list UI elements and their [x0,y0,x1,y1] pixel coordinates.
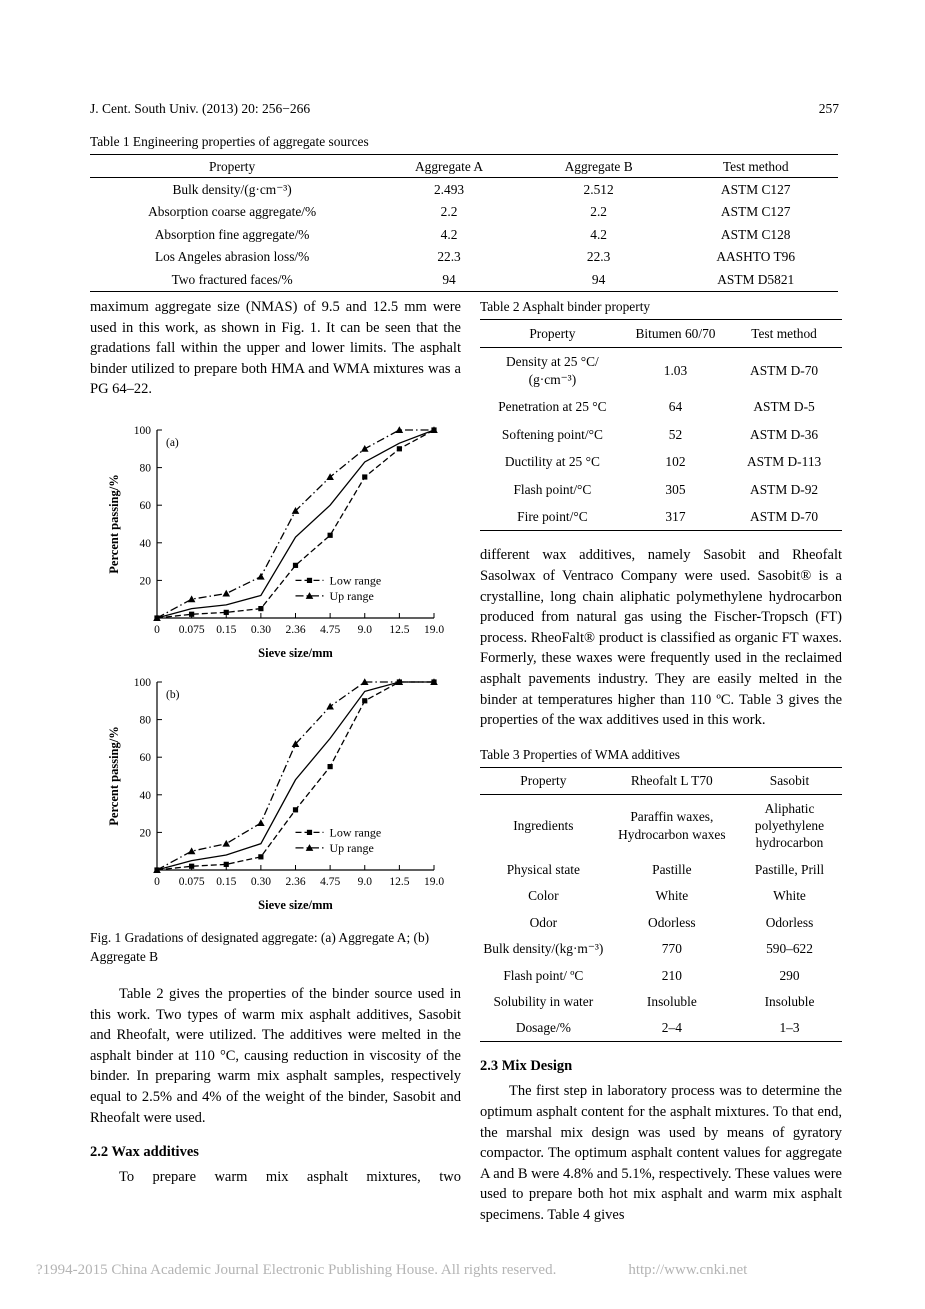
table-cell: ASTM D-70 [750,363,819,379]
table3 [480,767,842,1043]
gradation-chart-b [103,670,448,916]
table-cell: 2.2 [590,204,607,220]
svg-text:Sieve size/mm: Sieve size/mm [258,897,333,912]
table-cell: Pastille, Prill [754,861,825,877]
table-cell: ASTM D-113 [746,454,822,470]
table-row [480,856,842,882]
section-heading-2-3: 2.3 Mix Design [480,1058,573,1075]
svg-text:Percent passing/%: Percent passing/% [107,726,121,826]
table-row [480,503,842,531]
table-cell: ASTM D-92 [750,481,819,497]
figure-1-caption: Fig. 1 Gradations of designated aggregate: (a) Aggregate A; (b) Aggregate B [90,929,430,964]
figure-1 [90,418,461,966]
table-row [480,883,842,909]
table-cell: Insoluble [646,994,697,1010]
svg-text:(a): (a) [166,436,179,449]
gradation-chart-a [103,418,448,664]
table-cell: ASTM C127 [720,204,791,220]
table-cell: 1–3 [779,1020,800,1036]
svg-text:2.36: 2.36 [285,875,306,888]
svg-text:40: 40 [139,537,151,550]
table-cell: Penetration at 25 °C [498,399,607,415]
table-cell: Physical state [506,861,580,877]
table-cell: Ingredients [513,818,574,834]
svg-text:2.36: 2.36 [285,623,306,636]
paragraph: maximum aggregate size (NMAS) of 9.5 and 12.5 mm were used in this work, as shown in Fig. 1. It can be seen that the gradations fall within the upper and lower limits. The asphalt binder utilized to prepare both HMA and WMA mixtures was a PG 64–22. [90,299,461,398]
svg-text:60: 60 [139,500,151,513]
column-header: Sasobit [769,773,810,789]
table1-caption: Table 1 Engineering properties of aggregate sources [90,134,369,149]
svg-text:Sieve size/mm: Sieve size/mm [258,645,333,660]
table-row [90,178,838,201]
table-cell: Aliphatic polyethylene hydrocarbon [754,800,825,851]
table-cell: Color [528,888,559,904]
svg-text:0.15: 0.15 [216,875,237,888]
column-header: Aggregate B [564,158,633,174]
column-header: Test method [751,326,817,341]
table-cell: ASTM D-5 [753,399,815,415]
table-cell: 290 [779,967,800,983]
paragraph: Table 2 gives the properties of the binder source used in this work. Two types of warm mix asphalt additives, Sasobit and Rheofalt, were utilized. The additives were melted in the asphalt binder at 110 °C, causing reduction in viscosity of the binder. In preparing warm mix asphalt samples, respectively equal to 2.5% and 4% of the weight of the binder, Sasobit and Rheofalt were used. [90,985,461,1126]
page-number: 257 [818,101,839,116]
table-cell: White [655,888,689,904]
table-cell: 590–622 [766,941,813,957]
svg-text:0: 0 [154,875,160,888]
table-cell: Absorption fine aggregate/% [154,226,310,242]
svg-text:0: 0 [154,623,160,636]
page-header [90,101,839,117]
svg-text:0.15: 0.15 [216,623,237,636]
svg-text:Up range: Up range [329,840,374,855]
table-cell: Los Angeles abrasion loss/% [154,249,310,265]
table-row [480,936,842,962]
table2 [480,319,842,531]
table1 [90,154,838,292]
svg-text:20: 20 [139,575,151,588]
table-cell: 2–4 [661,1020,682,1036]
table1-block [90,134,838,292]
table-cell: Odor [529,914,558,930]
page-footer [36,1262,895,1279]
table-cell: 94 [442,271,456,287]
table3-caption: Table 3 Properties of WMA additives [480,746,681,762]
column-header: Test method [722,158,789,174]
table-row [480,989,842,1015]
table-row [90,268,838,291]
table3-block [480,747,842,1043]
svg-text:0.30: 0.30 [250,623,271,636]
svg-text:60: 60 [139,752,151,765]
svg-text:40: 40 [139,789,151,802]
table-row [90,223,838,245]
table-cell: Flash point/°C [513,481,592,497]
cnki-url: http://www.cnki.net [628,1262,748,1278]
table-cell: Pastille [652,861,692,877]
table-row [480,909,842,935]
table-cell: 22.3 [437,249,461,265]
table-cell: Bulk density/(kg·m⁻³) [483,941,604,957]
svg-text:100: 100 [133,424,151,437]
table-row [90,246,838,268]
table-cell: Two fractured faces/% [171,271,293,287]
table-cell: 22.3 [586,249,611,265]
svg-text:Percent passing/%: Percent passing/% [107,474,121,574]
table-cell: ASTM D5821 [717,271,795,287]
column-header: Aggregate A [415,158,484,174]
section-heading-2-2: 2.2 Wax additives [90,1144,199,1161]
svg-text:20: 20 [139,827,151,840]
table-row [480,795,842,857]
table-row [480,962,842,988]
table-cell: ASTM D-70 [750,508,819,524]
table-row [480,348,842,393]
table-row [480,393,842,420]
table-cell: 4.2 [590,226,607,242]
journal-citation: J. Cent. South Univ. (2013) 20: 256−266 [90,101,311,116]
table-cell: AASHTO T96 [716,249,796,265]
svg-text:0.30: 0.30 [250,875,271,888]
column-header: Rheofalt L T70 [630,773,713,789]
paragraph: To prepare warm mix asphalt mixtures, two [119,1169,461,1186]
table-header-row [480,767,842,794]
svg-text:12.5: 12.5 [389,875,410,888]
svg-text:0.075: 0.075 [178,875,205,888]
table-cell: Bulk density/(g·cm⁻³) [172,181,292,197]
right-column [480,299,842,1226]
table-cell: 210 [661,967,682,983]
table-cell: ASTM C128 [720,226,791,242]
svg-text:Up range: Up range [329,588,374,603]
table-cell: Dosage/% [515,1020,571,1036]
svg-text:Low range: Low range [329,573,382,588]
table-cell: Odorless [648,914,696,930]
table-cell: 1.03 [663,363,688,379]
table-cell: Softening point/°C [501,426,603,442]
table-cell: Insoluble [764,994,815,1010]
svg-text:0.075: 0.075 [178,623,205,636]
column-header: Property [209,158,256,174]
table-cell: Flash point/ ºC [503,967,584,983]
table-cell: 2.2 [440,204,458,220]
column-header: Property [529,326,576,341]
svg-text:4.75: 4.75 [320,623,341,636]
svg-text:(b): (b) [166,688,180,701]
svg-text:100: 100 [133,676,151,689]
table-header-row [90,155,838,178]
table2-block [480,299,842,531]
table-cell: 2.512 [583,181,614,197]
table2-caption: Table 2 Asphalt binder property [480,299,651,314]
table-cell: 2.493 [433,181,465,197]
table-row [480,476,842,503]
table-cell: 317 [665,508,686,524]
table-cell: Solubility in water [493,994,594,1010]
svg-text:9.0: 9.0 [357,623,372,636]
table-cell: 94 [591,271,606,287]
column-header: Property [520,773,567,789]
table-row [480,448,842,475]
svg-text:80: 80 [139,714,151,727]
table-cell: Fire point/°C [517,508,588,524]
svg-text:Low range: Low range [329,825,382,840]
svg-text:19.0: 19.0 [423,875,445,888]
svg-text:12.5: 12.5 [389,623,410,636]
table-cell: Paraffin waxes, Hydrocarbon waxes [618,809,726,842]
table-cell: 4.2 [440,226,458,242]
left-column [90,297,461,1188]
paragraph: The first step in laboratory process was to determine the optimum asphalt content for the asphalt mixtures. To that end, the marshal mix design was used by means of gyratory compactor. The optimum asphalt content values for aggregate A and B were 4.8% and 5.1%, respectively. These values were used to prepare both hot mix asphalt and warm mix asphalt specimens. Table 4 gives [480,1083,842,1223]
table-cell: Absorption coarse aggregate/% [148,204,317,220]
table-cell: ASTM D-36 [750,426,819,442]
table-cell: Odorless [765,914,814,930]
table-cell: Ductility at 25 °C [504,454,600,470]
table-cell: 305 [665,481,686,497]
table-row [480,421,842,448]
paragraph: different wax additives, namely Sasobit and Rheofalt Sasolwax of Ventraco Company were used. Sasobit® is a crystalline, long chain aliphatic polymethylene hydrocarbon produced from natural gas using the Fischer-Tropsch (FT) process. RheoFalt® product is classified as organic FT waxes. Formerly, these waxes were frequently used in the reclaimed asphalt pavements industry. They are easily melted in the binder at temperatures higher than 110 ºC. Table 3 gives the properties of the wax additives used in this work. [480,547,842,729]
table-cell: 64 [668,399,683,415]
table-header-row [480,320,842,348]
svg-text:80: 80 [139,462,151,475]
svg-text:9.0: 9.0 [357,875,372,888]
table-cell: ASTM C127 [720,181,791,197]
copyright-watermark: ?1994-2015 China Academic Journal Electronic Publishing House. All rights reserved. [36,1262,557,1278]
column-header: Bitumen 60/70 [635,326,716,341]
table-row [90,201,838,223]
table-cell: 102 [665,454,686,470]
table-cell: White [773,888,806,904]
table-cell: 770 [661,941,682,957]
svg-text:19.0: 19.0 [423,623,445,636]
svg-text:4.75: 4.75 [320,875,341,888]
table-cell: 52 [668,426,683,442]
table-cell: Density at 25 °C/ (g·cm⁻³) [506,354,599,387]
table-row [480,1015,842,1042]
